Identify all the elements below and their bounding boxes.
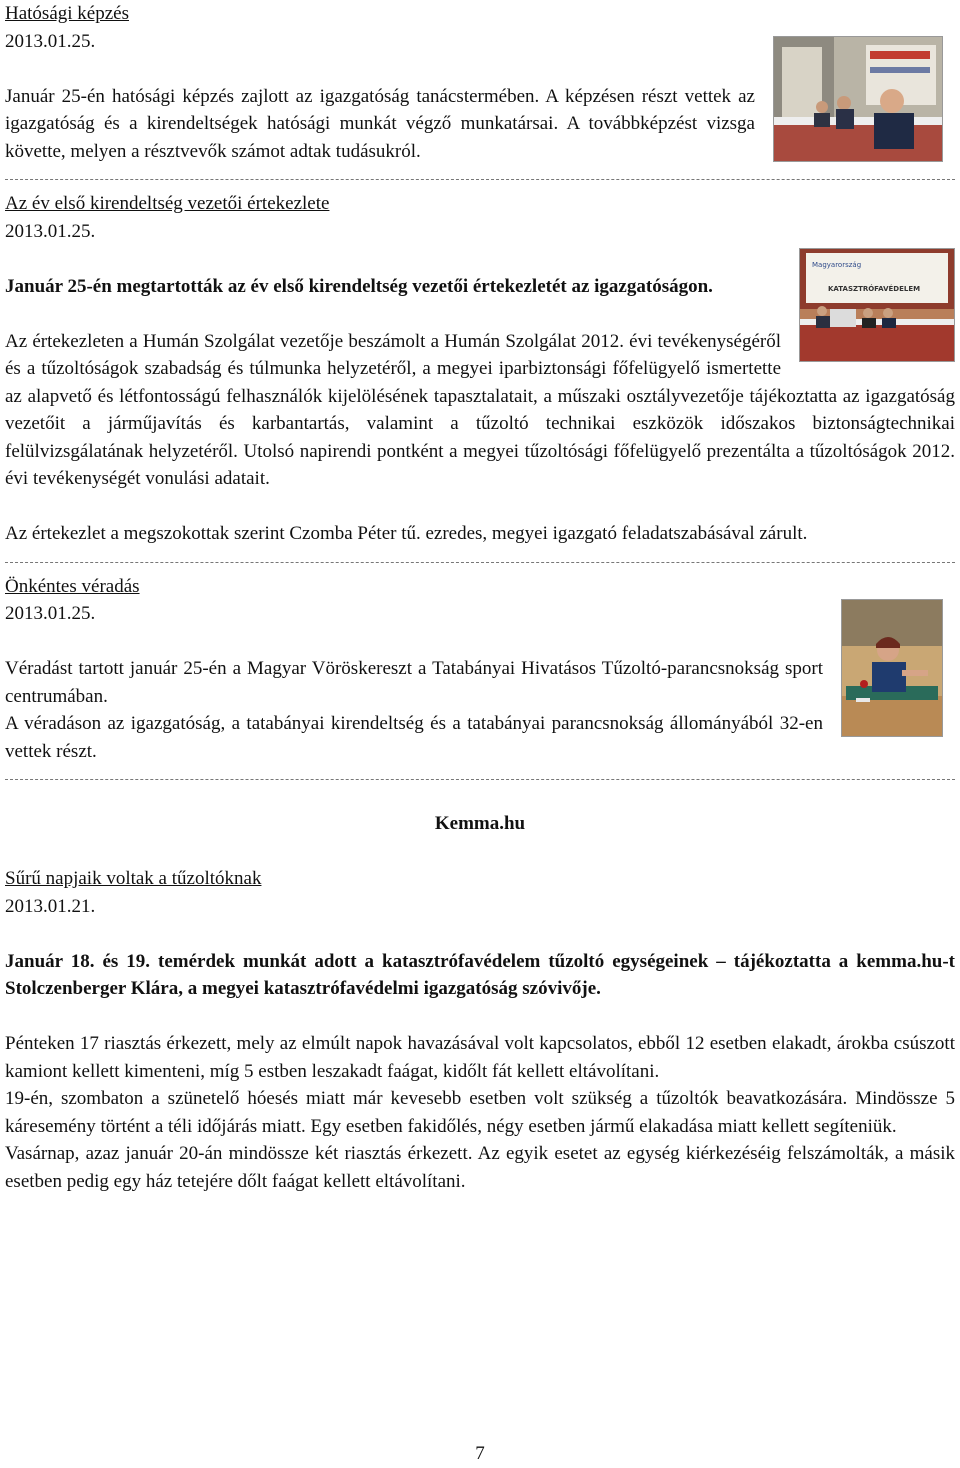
section-hatosagi-kepzes [5, 0, 955, 165]
section-onkentes-veradas [5, 573, 955, 766]
photo-blood-donation [841, 599, 943, 737]
section-title: Sűrű napjaik voltak a tűzoltóknak [5, 868, 262, 889]
section-body: Az értekezleten a Humán Szolgálat vezetője beszámolt a Humán Szolgálat 2012. évi tevékenységéről és a tűzoltóságok szabadság és túlmunka helyzetéről, a megyei iparbiztonsági főfelügyelő ismertette az alapvető és létfontosságú felhasználók kijelölésének tapasztalatait, a műszaki osztályvezetője tájékoztatta az igazgatóság vezetőit a járműjavítás és karbantartás, valamint a tűzoltó technikai eszközök időszakos biztonságtechnikai felülvizsgálatának helyzetéről. Utolsó napirendi pontként a megyei tűzoltósági főfelügyelő prezentálta a tűzoltóságok 2012. évi tevékenységét vonulási adatait. [5, 330, 955, 489]
section-body: Pénteken 17 riasztás érkezett, mely az elmúlt napok havazásával volt kapcsolatos, ebből 12 esetben elakadt, árokba csúszott kamiont kellett kimenteni, míg 5 estben leszakadt faágat, kidőlt fát kellett eltávolítani. [5, 1033, 955, 1082]
section-kirendeltseg-ertekezlet [5, 190, 955, 548]
photo-meeting [799, 248, 955, 362]
section-date: 2013.01.25. [5, 30, 96, 52]
photo-training-room [773, 36, 943, 162]
section-separator [5, 179, 955, 180]
banner-text-2: KATASZTRÓFAVÉDELEM [828, 285, 921, 293]
section-lead: Január 18. és 19. temérdek munkát adott a katasztrófavédelem tűzoltó egységeinek – tájékoztatta a kemma.hu-t Stolczenberger Klára, a megyei katasztrófavédelmi igazgatóság szóvivője. [5, 950, 955, 999]
training-photo-image [774, 37, 942, 161]
section-body: 19-én, szombaton a szünetelő hóesés miatt már kevesebb esetben volt szükség a tűzoltók beavatkozására. Mindössze 5 káresemény történt a téli időjárás miatt. Egy esetben fakidőlés, négy esetben jármű elakadása miatt kellett segíteniük. [5, 1088, 955, 1137]
source-label: Kemma.hu [434, 813, 526, 834]
section-body: Vasárnap, azaz január 20-án mindössze két riasztás érkezett. Az egyik esetet az egység kiérkezéséig felszámolták, a másik esetben pedig egy ház tetejére dőlt faágat kellett eltávolítani. [5, 1143, 955, 1192]
section-body: A véradáson az igazgatóság, a tatabányai kirendeltség és a tatabányai parancsnokság állományából 32-en vettek részt. [5, 713, 823, 762]
section-separator [5, 779, 955, 780]
section-body: Véradást tartott január 25-én a Magyar Vöröskereszt a Tatabányai Hivatásos Tűzoltó-parancsnokság sport centrumában. [5, 658, 823, 707]
section-separator [5, 562, 955, 563]
section-title: Az év első kirendeltség vezetői értekezlete [5, 193, 330, 214]
section-body: Az értekezlet a megszokottak szerint Czomba Péter tű. ezredes, megyei igazgató feladatszabásával zárult. [5, 523, 808, 544]
section-body: Január 25-én hatósági képzés zajlott az igazgatóság tanácstermében. A képzésen részt vettek az igazgatóság és a kirendeltségek hatósági munkát végző munkatársai. A továbbképzést vizsga követte, melyen a résztvevők számot adtak tudásukról. [5, 85, 755, 162]
meeting-photo-image [800, 249, 954, 361]
section-date: 2013.01.25. [5, 603, 96, 624]
section-surű-napjaik [5, 865, 955, 1195]
section-title: Önkéntes véradás [5, 575, 140, 597]
document-page [5, 0, 955, 1195]
page-number: 7 [475, 1443, 485, 1464]
section-date: 2013.01.25. [5, 220, 96, 242]
section-title: Hatósági képzés [5, 3, 129, 24]
banner-text-1: Magyarország [812, 261, 862, 269]
section-date: 2013.01.21. [5, 895, 96, 917]
section-lead: Január 25-én megtartották az év első kirendeltség vezetői értekezletét az igazgatóságon. [5, 275, 713, 297]
donation-photo-image [842, 600, 942, 736]
